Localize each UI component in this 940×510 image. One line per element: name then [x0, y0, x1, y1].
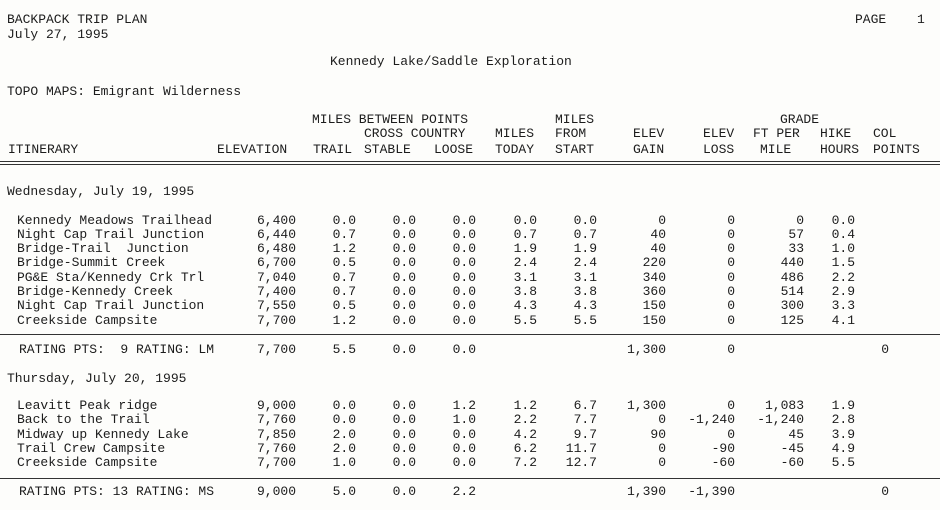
row-location: Leavitt Peak ridge [17, 398, 158, 413]
row-stable: 0.0 [392, 298, 416, 313]
row-gain: 0 [658, 455, 666, 470]
row-location: Midway up Kennedy Lake [17, 427, 189, 442]
row-location: Creekside Campsite [17, 455, 158, 470]
header-miles-between-points: MILES BETWEEN POINTS [312, 112, 469, 127]
header-elev-loss-1: ELEV [703, 126, 735, 141]
header-stable: STABLE [364, 142, 411, 157]
header-grade-2: FT PER [753, 126, 800, 141]
row-stable: 0.0 [392, 398, 416, 413]
row-loose: 0.0 [452, 455, 476, 470]
row-grade: 486 [780, 270, 804, 285]
row-hours: 2.9 [831, 284, 855, 299]
row-hours: 2.8 [831, 412, 855, 427]
row-stable: 0.0 [392, 241, 416, 256]
header-elevation: ELEVATION [217, 142, 288, 157]
day-heading: Thursday, July 20, 1995 [7, 371, 187, 386]
row-loss: 0 [727, 255, 735, 270]
row-loss: 0 [727, 227, 735, 242]
row-elev: 6,700 [256, 255, 296, 270]
day-heading: Wednesday, July 19, 1995 [7, 184, 195, 199]
row-hours: 0.4 [831, 227, 855, 242]
row-stable: 0.0 [392, 255, 416, 270]
row-loss: 0 [727, 241, 735, 256]
row-elev: 7,850 [256, 427, 296, 442]
row-gain: 90 [650, 427, 666, 442]
row-grade: 0 [796, 213, 804, 228]
row-today: 3.1 [513, 270, 537, 285]
row-location: Trail Crew Campsite [17, 441, 166, 456]
row-stable: 0.0 [392, 412, 416, 427]
row-stable: 0.0 [392, 270, 416, 285]
row-today: 7.2 [513, 455, 537, 470]
row-loose: 0.0 [452, 427, 476, 442]
summary-loose: 2.2 [452, 484, 476, 499]
row-gain: 0 [658, 441, 666, 456]
row-loose: 0.0 [452, 255, 476, 270]
header-elev-gain-2: GAIN [633, 142, 665, 157]
page-label: PAGE [855, 12, 887, 27]
row-grade: -45 [780, 441, 804, 456]
row-location: PG&E Sta/Kennedy Crk Trl [17, 270, 205, 285]
row-start: 5.5 [573, 313, 597, 328]
row-hours: 0.0 [831, 213, 855, 228]
header-miles-from-start-2: FROM [555, 126, 587, 141]
row-loose: 0.0 [452, 270, 476, 285]
row-start: 11.7 [565, 441, 597, 456]
row-loose: 0.0 [452, 213, 476, 228]
row-gain: 40 [650, 227, 666, 242]
row-grade: 440 [780, 255, 804, 270]
row-hours: 1.9 [831, 398, 855, 413]
summary-trail: 5.0 [332, 484, 356, 499]
row-today: 2.4 [513, 255, 537, 270]
row-loss: 0 [727, 284, 735, 299]
summary-trail: 5.5 [332, 342, 356, 357]
row-loose: 0.0 [452, 298, 476, 313]
row-elev: 7,700 [256, 455, 296, 470]
header-loose: LOOSE [434, 142, 474, 157]
row-trail: 0.7 [332, 284, 356, 299]
header-rule-bottom [0, 164, 940, 165]
row-stable: 0.0 [392, 427, 416, 442]
row-trail: 1.2 [332, 313, 356, 328]
page-number: 1 [917, 12, 925, 27]
topo-maps: TOPO MAPS: Emigrant Wilderness [7, 84, 242, 99]
summary-elev: 9,000 [256, 484, 296, 499]
row-trail: 0.5 [332, 255, 356, 270]
row-gain: 1,300 [626, 398, 666, 413]
header-itinerary: ITINERARY [8, 142, 79, 157]
header-miles-today-1: MILES [495, 126, 535, 141]
row-loose: 0.0 [452, 284, 476, 299]
row-stable: 0.0 [392, 441, 416, 456]
summary-loss: -1,390 [688, 484, 735, 499]
row-stable: 0.0 [392, 227, 416, 242]
row-location: Bridge-Trail Junction [17, 241, 189, 256]
row-loss: 0 [727, 298, 735, 313]
row-loose: 1.2 [452, 398, 476, 413]
row-trail: 0.0 [332, 213, 356, 228]
row-elev: 7,700 [256, 313, 296, 328]
row-elev: 7,760 [256, 412, 296, 427]
summary-loose: 0.0 [452, 342, 476, 357]
row-gain: 220 [642, 255, 666, 270]
header-grade-3: MILE [760, 142, 792, 157]
row-location: Kennedy Meadows Trailhead [17, 213, 213, 228]
row-loss: -90 [711, 441, 735, 456]
row-hours: 3.3 [831, 298, 855, 313]
row-grade: 514 [780, 284, 804, 299]
row-gain: 340 [642, 270, 666, 285]
row-loose: 0.0 [452, 313, 476, 328]
row-today: 0.7 [513, 227, 537, 242]
row-elev: 7,760 [256, 441, 296, 456]
row-elev: 7,040 [256, 270, 296, 285]
header-col-points-2: POINTS [873, 142, 920, 157]
header-hike-hours-2: HOURS [820, 142, 860, 157]
row-hours: 3.9 [831, 427, 855, 442]
row-gain: 0 [658, 412, 666, 427]
row-today: 1.2 [513, 398, 537, 413]
row-hours: 4.1 [831, 313, 855, 328]
row-location: Night Cap Trail Junction [17, 227, 205, 242]
row-today: 3.8 [513, 284, 537, 299]
header-cross-country: CROSS COUNTRY [364, 126, 466, 141]
row-gain: 150 [642, 313, 666, 328]
row-start: 12.7 [565, 455, 597, 470]
row-start: 7.7 [573, 412, 597, 427]
row-stable: 0.0 [392, 284, 416, 299]
row-trail: 0.7 [332, 270, 356, 285]
header-rule-top [0, 161, 940, 162]
summary-gain: 1,390 [626, 484, 666, 499]
row-location: Night Cap Trail Junction [17, 298, 205, 313]
row-trail: 0.7 [332, 227, 356, 242]
row-location: Bridge-Kennedy Creek [17, 284, 174, 299]
row-today: 0.0 [513, 213, 537, 228]
row-stable: 0.0 [392, 455, 416, 470]
row-trail: 2.0 [332, 441, 356, 456]
day-summary-rule [0, 478, 940, 479]
row-hours: 1.5 [831, 255, 855, 270]
header-trail: TRAIL [313, 142, 353, 157]
row-elev: 6,440 [256, 227, 296, 242]
row-loose: 0.0 [452, 241, 476, 256]
header-hike-hours-1: HIKE [820, 126, 852, 141]
row-start: 4.3 [573, 298, 597, 313]
row-loose: 0.0 [452, 441, 476, 456]
summary-elev: 7,700 [256, 342, 296, 357]
row-gain: 40 [650, 241, 666, 256]
row-loss: -1,240 [688, 412, 735, 427]
row-trail: 1.0 [332, 455, 356, 470]
summary-points: 0 [881, 484, 889, 499]
row-grade: 125 [780, 313, 804, 328]
row-loss: 0 [727, 427, 735, 442]
row-loss: 0 [727, 213, 735, 228]
header-elev-gain-1: ELEV [633, 126, 665, 141]
row-gain: 360 [642, 284, 666, 299]
row-grade: 57 [788, 227, 804, 242]
row-elev: 7,400 [256, 284, 296, 299]
row-grade: 1,083 [764, 398, 804, 413]
summary-rating: RATING PTS: 9 RATING: LM [19, 342, 215, 357]
row-elev: 9,000 [256, 398, 296, 413]
header-elev-loss-2: LOSS [703, 142, 735, 157]
row-start: 0.0 [573, 213, 597, 228]
row-start: 3.8 [573, 284, 597, 299]
row-hours: 1.0 [831, 241, 855, 256]
summary-stable: 0.0 [392, 484, 416, 499]
row-hours: 5.5 [831, 455, 855, 470]
row-location: Back to the Trail [17, 412, 150, 427]
row-today: 4.3 [513, 298, 537, 313]
row-hours: 2.2 [831, 270, 855, 285]
row-trail: 0.0 [332, 412, 356, 427]
row-elev: 7,550 [256, 298, 296, 313]
summary-loss: 0 [727, 342, 735, 357]
row-stable: 0.0 [392, 213, 416, 228]
summary-stable: 0.0 [392, 342, 416, 357]
row-elev: 6,480 [256, 241, 296, 256]
row-grade: 300 [780, 298, 804, 313]
row-loose: 1.0 [452, 412, 476, 427]
row-stable: 0.0 [392, 313, 416, 328]
row-trail: 0.5 [332, 298, 356, 313]
row-start: 3.1 [573, 270, 597, 285]
row-location: Bridge-Summit Creek [17, 255, 166, 270]
summary-gain: 1,300 [626, 342, 666, 357]
row-start: 1.9 [573, 241, 597, 256]
row-location: Creekside Campsite [17, 313, 158, 328]
row-loss: 0 [727, 398, 735, 413]
header-miles-from-start-1: MILES [555, 112, 595, 127]
row-loss: 0 [727, 313, 735, 328]
row-loose: 0.0 [452, 227, 476, 242]
header-col-points-1: COL [873, 126, 897, 141]
summary-points: 0 [881, 342, 889, 357]
trip-name: Kennedy Lake/Saddle Exploration [330, 54, 572, 69]
row-trail: 0.0 [332, 398, 356, 413]
row-trail: 2.0 [332, 427, 356, 442]
row-today: 5.5 [513, 313, 537, 328]
row-grade: 33 [788, 241, 804, 256]
row-start: 6.7 [573, 398, 597, 413]
row-gain: 150 [642, 298, 666, 313]
row-elev: 6,400 [256, 213, 296, 228]
summary-rating: RATING PTS: 13 RATING: MS [19, 484, 215, 499]
row-grade: -60 [780, 455, 804, 470]
row-hours: 4.9 [831, 441, 855, 456]
day-summary-rule [0, 334, 940, 335]
document-title: BACKPACK TRIP PLAN [7, 12, 148, 27]
row-today: 2.2 [513, 412, 537, 427]
document-date: July 27, 1995 [7, 27, 109, 42]
header-grade-1: GRADE [780, 112, 820, 127]
row-start: 2.4 [573, 255, 597, 270]
row-today: 4.2 [513, 427, 537, 442]
row-grade: -1,240 [757, 412, 804, 427]
row-today: 1.9 [513, 241, 537, 256]
row-start: 9.7 [573, 427, 597, 442]
row-today: 6.2 [513, 441, 537, 456]
header-miles-from-start-3: START [555, 142, 595, 157]
row-gain: 0 [658, 213, 666, 228]
row-grade: 45 [788, 427, 804, 442]
header-miles-today-2: TODAY [495, 142, 535, 157]
row-trail: 1.2 [332, 241, 356, 256]
row-loss: -60 [711, 455, 735, 470]
row-start: 0.7 [573, 227, 597, 242]
row-loss: 0 [727, 270, 735, 285]
